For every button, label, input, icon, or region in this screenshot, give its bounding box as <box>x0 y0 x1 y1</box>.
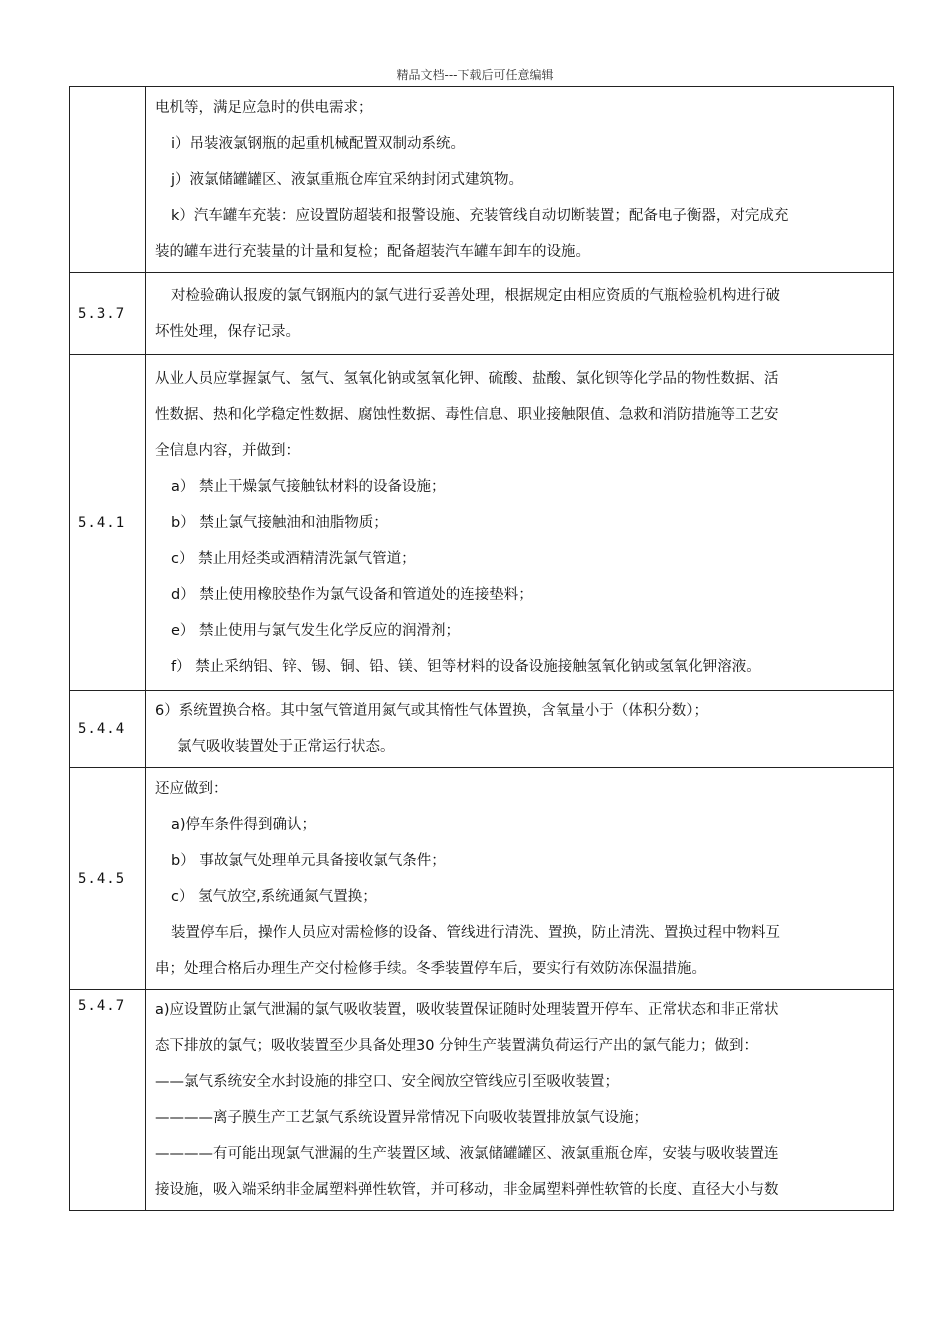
content-line: 性数据、热和化学稳定性数据、腐蚀性数据、毒性信息、职业接触限值、急救和消防措施等工艺安 <box>155 406 779 423</box>
content-line: 串；处理合格后办理生产交付检修手续。冬季装置停车后，要实行有效防冻保温措施。 <box>155 960 706 977</box>
clause-content-cell <box>146 87 894 273</box>
content-line: f） 禁止采纳铝、锌、锡、铜、铅、镁、钽等材料的设备设施接触氢氧化钠或氢氧化钾溶液。 <box>171 658 761 675</box>
content-line: 全信息内容，并做到： <box>155 442 300 459</box>
table-row <box>70 691 894 768</box>
content-line: e） 禁止使用与氯气发生化学反应的润滑剂； <box>171 622 461 639</box>
content-line: 氯气吸收装置处于正常运行状态。 <box>177 739 395 755</box>
clause-code-cell: 5.4.4 <box>70 691 146 768</box>
clause-code-cell <box>70 87 146 273</box>
regulation-table <box>69 86 894 1211</box>
table-row <box>70 355 894 691</box>
content-line: a） 禁止干燥氯气接触钛材料的设备设施； <box>171 478 446 495</box>
content-line: j）液氯储罐罐区、液氯重瓶仓库宜采纳封闭式建筑物。 <box>171 171 524 188</box>
content-line: b） 禁止氯气接触油和油脂物质； <box>171 514 388 531</box>
content-line: a)停车条件得到确认； <box>171 816 317 833</box>
content-line: 6）系统置换合格。其中氢气管道用氮气或其惰性气体置换，含氧量小于（体积分数）； <box>155 703 708 719</box>
clause-code-cell: 5.3.7 <box>70 273 146 355</box>
page-header: 精品文档---下载后可任意编辑 <box>396 68 554 82</box>
table-row <box>70 990 894 1211</box>
content-line: 装置停车后，操作人员应对需检修的设备、管线进行清洗、置换，防止清洗、置换过程中物料互 <box>171 924 780 941</box>
clause-content-cell <box>146 355 894 691</box>
clause-code-cell: 5.4.5 <box>70 768 146 990</box>
content-line: ————有可能出现氯气泄漏的生产装置区域、液氯储罐罐区、液氯重瓶仓库，安装与吸收装置连 <box>155 1146 779 1162</box>
clause-code-cell: 5.4.1 <box>70 355 146 691</box>
content-line: 对检验确认报废的氯气钢瓶内的氯气进行妥善处理，根据规定由相应资质的气瓶检验机构进行破 <box>171 287 780 304</box>
content-line: k）汽车罐车充装：应设置防超装和报警设施、充装管线自动切断装置；配备电子衡器，对完成充 <box>171 207 789 224</box>
content-line: 装的罐车进行充装量的计量和复检；配备超装汽车罐车卸车的设施。 <box>155 243 590 260</box>
table-row <box>70 87 894 273</box>
clause-content-cell <box>146 691 894 768</box>
content-line: ————离子膜生产工艺氯气系统设置异常情况下向吸收装置排放氯气设施； <box>155 1110 648 1126</box>
content-line: b） 事故氯气处理单元具备接收氯气条件； <box>171 852 446 869</box>
content-line: c） 氢气放空,系统通氮气置换； <box>171 888 377 905</box>
content-line: 电机等，满足应急时的供电需求； <box>155 99 373 116</box>
content-line: 态下排放的氯气；吸收装置至少具备处理30 分钟生产装置满负荷运行产出的氯气能力；做到： <box>155 1038 759 1054</box>
content-line: 坏性处理，保存记录。 <box>155 323 300 340</box>
content-line: a)应设置防止氯气泄漏的氯气吸收装置，吸收装置保证随时处理装置开停车、正常状态和非正常状 <box>155 1002 779 1018</box>
clause-code-cell: 5.4.7 <box>70 990 146 1211</box>
clause-content-cell <box>146 273 894 355</box>
content-line: 接设施，吸入端采纳非金属塑料弹性软管，并可移动，非金属塑料弹性软管的长度、直径大小与数 <box>155 1182 779 1198</box>
content-line: d） 禁止使用橡胶垫作为氯气设备和管道处的连接垫料； <box>171 586 533 603</box>
table-row <box>70 768 894 990</box>
content-line: c） 禁止用烃类或酒精清洗氯气管道； <box>171 550 416 567</box>
content-line: i）吊装液氯钢瓶的起重机械配置双制动系统。 <box>171 135 466 152</box>
clause-content-cell <box>146 990 894 1211</box>
content-line: ——氯气系统安全水封设施的排空口、安全阀放空管线应引至吸收装置； <box>155 1074 619 1090</box>
content-line: 还应做到： <box>155 780 228 797</box>
table-row <box>70 273 894 355</box>
content-line: 从业人员应掌握氯气、氢气、氢氧化钠或氢氧化钾、硫酸、盐酸、氯化钡等化学品的物性数据、活 <box>155 370 779 387</box>
clause-content-cell <box>146 768 894 990</box>
